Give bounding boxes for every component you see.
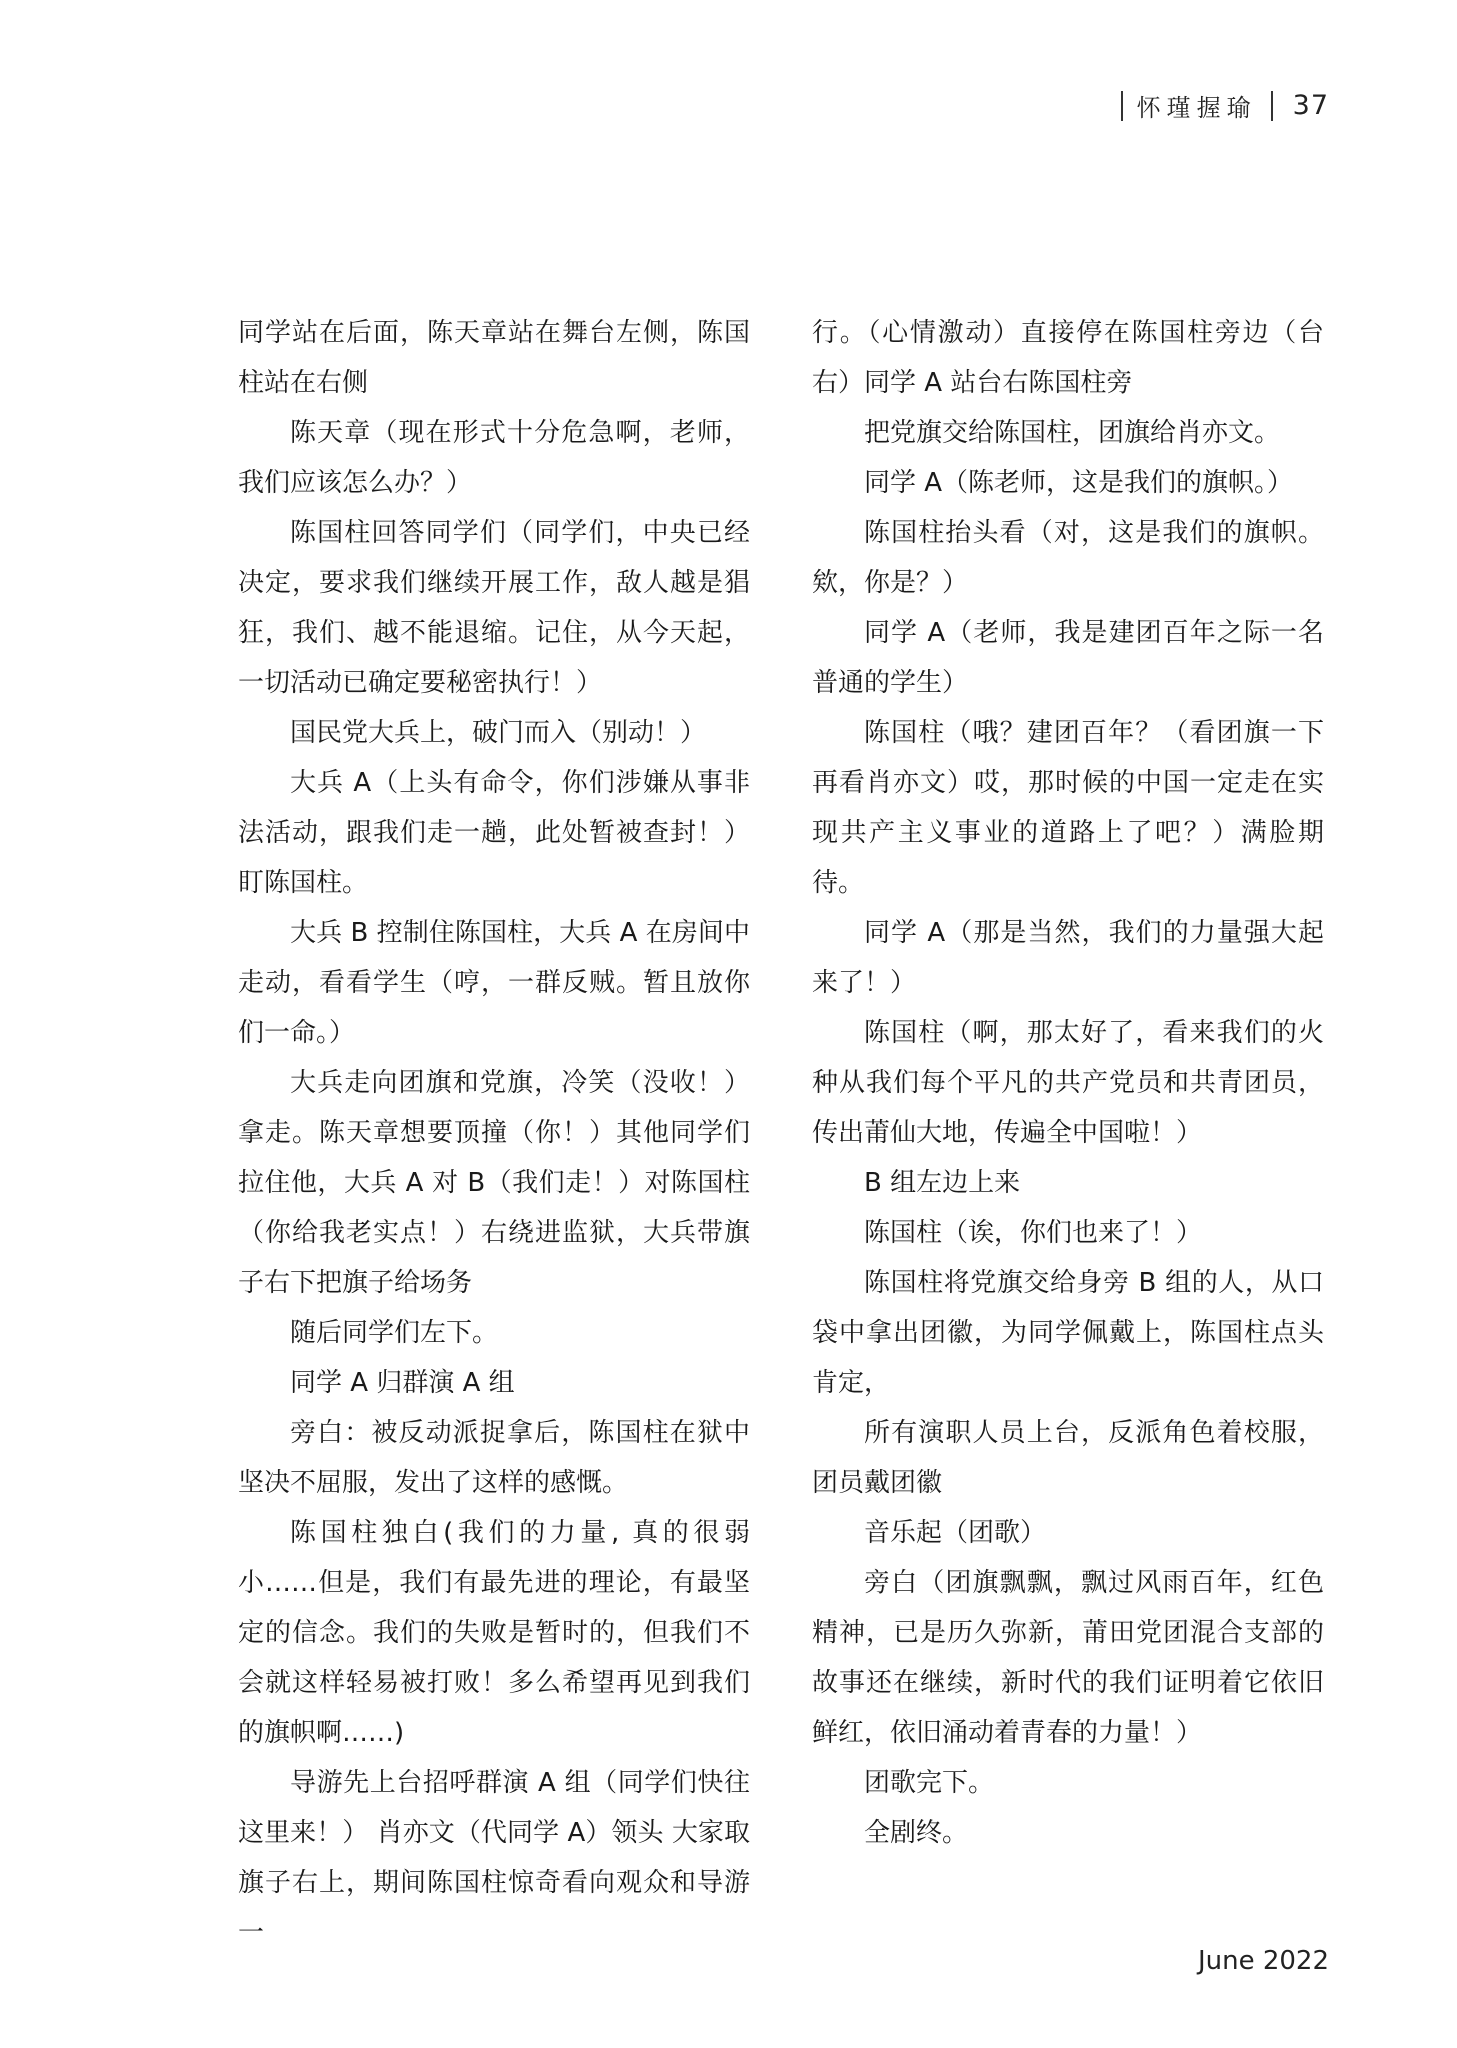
paragraph: 大兵 A（上头有命令，你们涉嫌从事非法活动，跟我们走一趟，此处暂被查封！）盯陈国柱。 <box>238 768 750 898</box>
paragraph: 大兵走向团旗和党旗，冷笑（没收！）拿走。陈天章想要顶撞（你！）其他同学们拉住他，大兵 A 对 B（我们走！）对陈国柱（你给我老实点！）右绕进监狱，大兵带旗子右下把旗子给场务 <box>238 1068 750 1298</box>
paragraph: 同学站在后面，陈天章站在舞台左侧，陈国柱站在右侧 <box>238 318 750 398</box>
paragraph: 把党旗交给陈国柱，团旗给肖亦文。 <box>864 418 1281 448</box>
paragraph: 同学 A 归群演 A 组 <box>290 1368 515 1398</box>
section-title: 怀瑾握瑜 <box>1136 94 1257 122</box>
paragraph: 全剧终。 <box>864 1818 969 1848</box>
footer-date: June 2022 <box>1197 1946 1329 1976</box>
paragraph: 陈国柱（诶，你们也来了！） <box>864 1218 1203 1248</box>
paragraph: 所有演职人员上台，反派角色着校服，团员戴团徽 <box>812 1418 1324 1498</box>
page-number: 37 <box>1292 90 1329 121</box>
paragraph: 陈国柱将党旗交给身旁 B 组的人，从口袋中拿出团徽，为同学佩戴上，陈国柱点头肯定， <box>812 1268 1324 1398</box>
paragraph: 陈国柱抬头看（对，这是我们的旗帜。欸，你是？） <box>812 518 1324 598</box>
paragraph: 陈国柱（啊，那太好了，看来我们的火种从我们每个平凡的共产党员和共青团员，传出莆仙大地，传遍全中国啦！） <box>812 1018 1324 1148</box>
paragraph: 导游先上台招呼群演 A 组（同学们快往这里来！） 肖亦文（代同学 A）领头 大家取旗子右上，期间陈国柱惊奇看向观众和导游一 <box>238 1768 750 1948</box>
header-divider-left <box>1121 91 1123 121</box>
paragraph: 音乐起（团歌） <box>864 1518 1047 1548</box>
right-column <box>812 308 1324 1858</box>
paragraph: 国民党大兵上，破门而入（别动！） <box>290 718 707 748</box>
paragraph: 陈国柱独白(我们的力量, 真的很弱小……但是，我们有最先进的理论，有最坚定的信念。我们的失败是暂时的，但我们不会就这样轻易被打败！多么希望再见到我们的旗帜啊……) <box>238 1518 750 1748</box>
paragraph: 随后同学们左下。 <box>290 1318 499 1348</box>
paragraph: 同学 A（老师，我是建团百年之际一名普通的学生） <box>812 618 1324 698</box>
paragraph: 大兵 B 控制住陈国柱，大兵 A 在房间中走动，看看学生（哼，一群反贼。暂且放你们一命。） <box>238 918 750 1048</box>
paragraph: 陈天章（现在形式十分危急啊，老师，我们应该怎么办？） <box>238 418 750 498</box>
paragraph: 旁白：被反动派捉拿后，陈国柱在狱中坚决不屈服，发出了这样的感慨。 <box>238 1418 750 1498</box>
paragraph: 同学 A（陈老师，这是我们的旗帜。） <box>864 468 1294 498</box>
paragraph: 团歌完下。 <box>864 1768 995 1798</box>
running-header <box>1121 88 1329 123</box>
paragraph: 同学 A（那是当然，我们的力量强大起来了！） <box>812 918 1324 998</box>
paragraph: 陈国柱（哦？建团百年？（看团旗一下再看肖亦文）哎，那时候的中国一定走在实现共产主义事业的道路上了吧？）满脸期待。 <box>812 718 1324 898</box>
paragraph: 行。（心情激动）直接停在陈国柱旁边（台右）同学 A 站台右陈国柱旁 <box>812 318 1324 398</box>
paragraph: 旁白（团旗飘飘，飘过风雨百年，红色精神，已是历久弥新，莆田党团混合支部的故事还在继续，新时代的我们证明着它依旧鲜红，依旧涌动着青春的力量！） <box>812 1568 1324 1748</box>
left-column <box>238 308 750 1958</box>
paragraph: 陈国柱回答同学们（同学们，中央已经决定，要求我们继续开展工作，敌人越是猖狂，我们、越不能退缩。记住，从今天起，一切活动已确定要秘密执行！） <box>238 518 750 698</box>
paragraph: B 组左边上来 <box>864 1168 1021 1198</box>
header-divider-right <box>1271 91 1273 121</box>
